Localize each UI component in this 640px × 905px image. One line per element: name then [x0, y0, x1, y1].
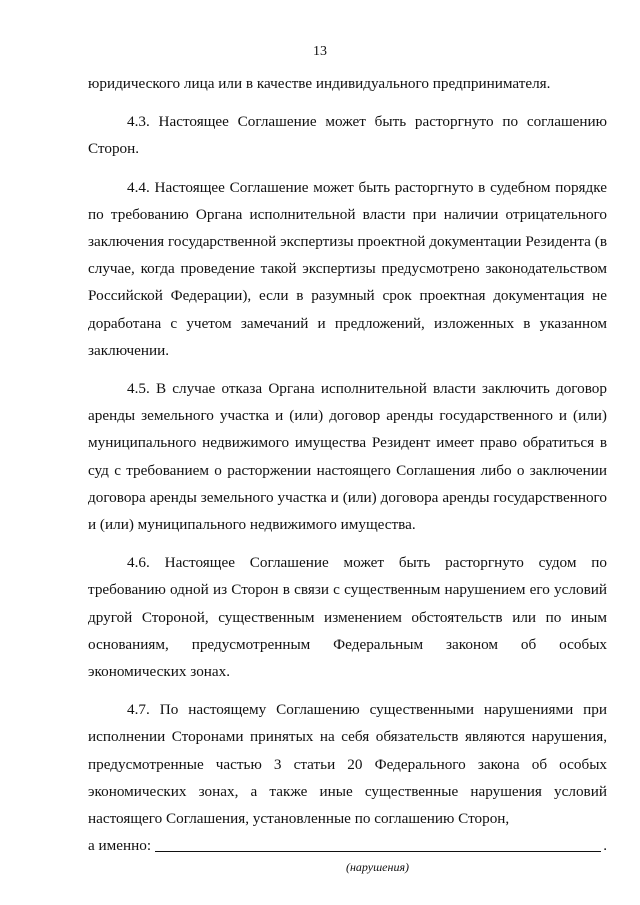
page-number: 13: [313, 44, 327, 59]
document-body: [88, 70, 607, 875]
paragraph-4-3: 4.3. Настоящее Соглашение может быть расторгнуто по соглашению Сторон.: [88, 113, 607, 158]
fill-in-prefix: а именно:: [88, 837, 152, 855]
paragraph-4-4: 4.4. Настоящее Соглашение может быть расторгнуто в судебном порядке по требованию Органа исполнительной власти при наличии отрицательного заключения государственной экспертизы проектной документации Резидента (в случае, когда проведение такой экспертизы предусмотрено законодательством Российской Федерации), если в разумный срок проектная документация не доработана с учетом замечаний и предложений, изложенных в указанном заключении.: [88, 178, 607, 359]
paragraph-continuation: юридического лица или в качестве индивидуального предпринимателя.: [88, 75, 551, 92]
fill-in-line: [88, 832, 607, 859]
paragraph-4-5: 4.5. В случае отказа Органа исполнительной власти заключить договор аренды земельного участка и (или) договор аренды государственного и (или) муниципального недвижимого имущества Резидент имеет право обратиться в суд с требованием о расторжении настоящего Соглашения либо о заключении договора аренды земельного участка и (или) договора аренды государственного и (или) муниципального недвижимого имущества.: [88, 380, 607, 534]
fill-in-blank: [155, 851, 601, 852]
fill-in-suffix: .: [603, 837, 607, 855]
paragraph-4-7: 4.7. По настоящему Соглашению существенными нарушениями при исполнении Сторонами принятых на себя обязательств являются нарушения, предусмотренные частью 3 статьи 20 Федерального закона об особых экономических зонах, а также иные существенные нарушения условий настоящего Соглашения, установленные по соглашению Сторон,: [88, 701, 607, 828]
paragraph-4-6: 4.6. Настоящее Соглашение может быть расторгнуто судом по требованию одной из Сторон в связи с существенным нарушением его условий другой Стороной, существенным изменением обстоятельств или по иным основаниям, предусмотренным Федеральным законом об особых экономических зонах.: [88, 554, 607, 681]
fill-in-caption: (нарушения): [345, 860, 410, 875]
